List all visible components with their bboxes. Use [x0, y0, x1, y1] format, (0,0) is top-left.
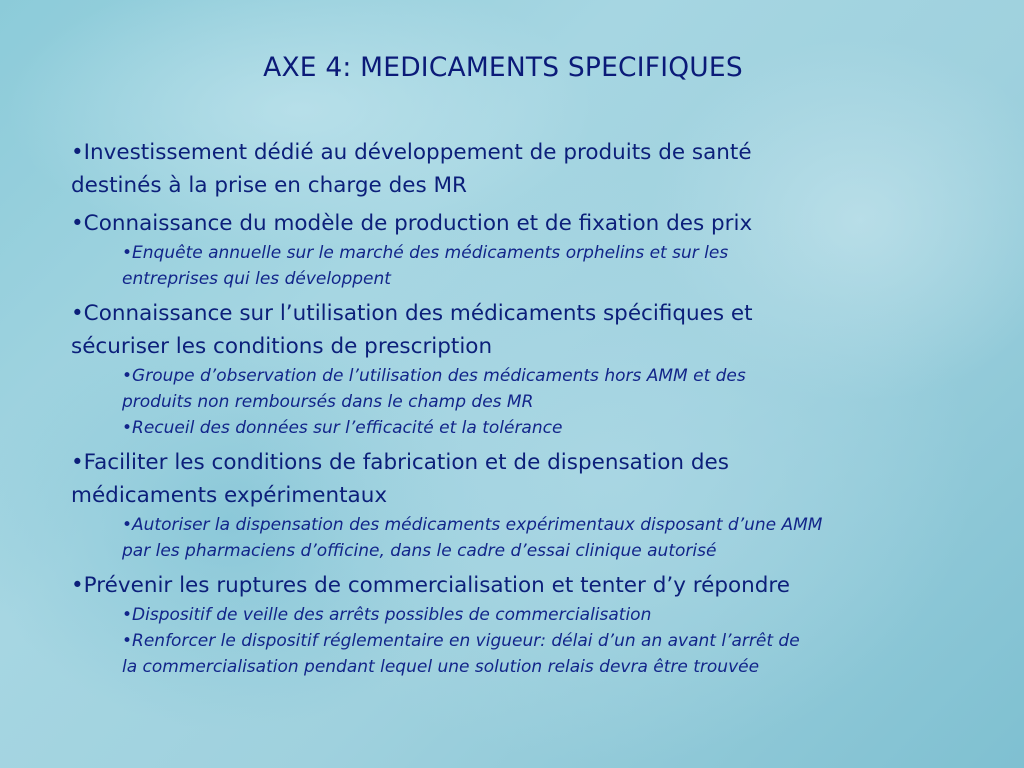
bullet-item-3: [71, 297, 971, 441]
sub-bullet-line: •Autoriser la dispensation des médicaments expérimentaux disposant d’une AMM: [122, 515, 823, 535]
bullet-item-1: [71, 136, 971, 202]
bullet-line: •Connaissance du modèle de production et de fixation des prix: [71, 211, 753, 236]
sub-bullet-line: la commercialisation pendant lequel une solution relais devra être trouvée: [122, 657, 760, 677]
bullet-item-2: [71, 207, 971, 292]
sub-bullet-line: •Renforcer le dispositif réglementaire en vigueur: délai d’un an avant l’arrêt de: [122, 631, 800, 651]
bullet-item-4: [71, 446, 971, 564]
sub-bullet-line: entreprises qui les développent: [122, 269, 391, 289]
bullet-line: sécuriser les conditions de prescription: [71, 334, 493, 359]
bullet-line: médicaments expérimentaux: [71, 483, 388, 508]
bullet-line: destinés à la prise en charge des MR: [71, 173, 467, 198]
sub-bullet-line: •Recueil des données sur l’efficacité et la tolérance: [122, 418, 563, 438]
sub-bullet-line: par les pharmaciens d’officine, dans le cadre d’essai clinique autorisé: [122, 541, 717, 561]
sub-bullet-line: produits non remboursés dans le champ des MR: [122, 392, 534, 412]
slide-title: AXE 4: MEDICAMENTS SPECIFIQUES: [263, 52, 743, 83]
bullet-line: •Connaissance sur l’utilisation des médicaments spécifiques et: [71, 301, 753, 326]
sub-bullet-line: •Groupe d’observation de l’utilisation des médicaments hors AMM et des: [122, 366, 746, 386]
bullet-item-5: [71, 569, 971, 680]
sub-bullet-line: •Enquête annuelle sur le marché des médicaments orphelins et sur les: [122, 243, 729, 263]
sub-bullet-line: •Dispositif de veille des arrêts possibles de commercialisation: [122, 605, 652, 625]
bullet-line: •Faciliter les conditions de fabrication et de dispensation des: [71, 450, 729, 475]
bullet-line: •Prévenir les ruptures de commercialisation et tenter d’y répondre: [71, 573, 791, 598]
bullet-list: [71, 136, 971, 685]
bullet-line: •Investissement dédié au développement de produits de santé: [71, 140, 752, 165]
